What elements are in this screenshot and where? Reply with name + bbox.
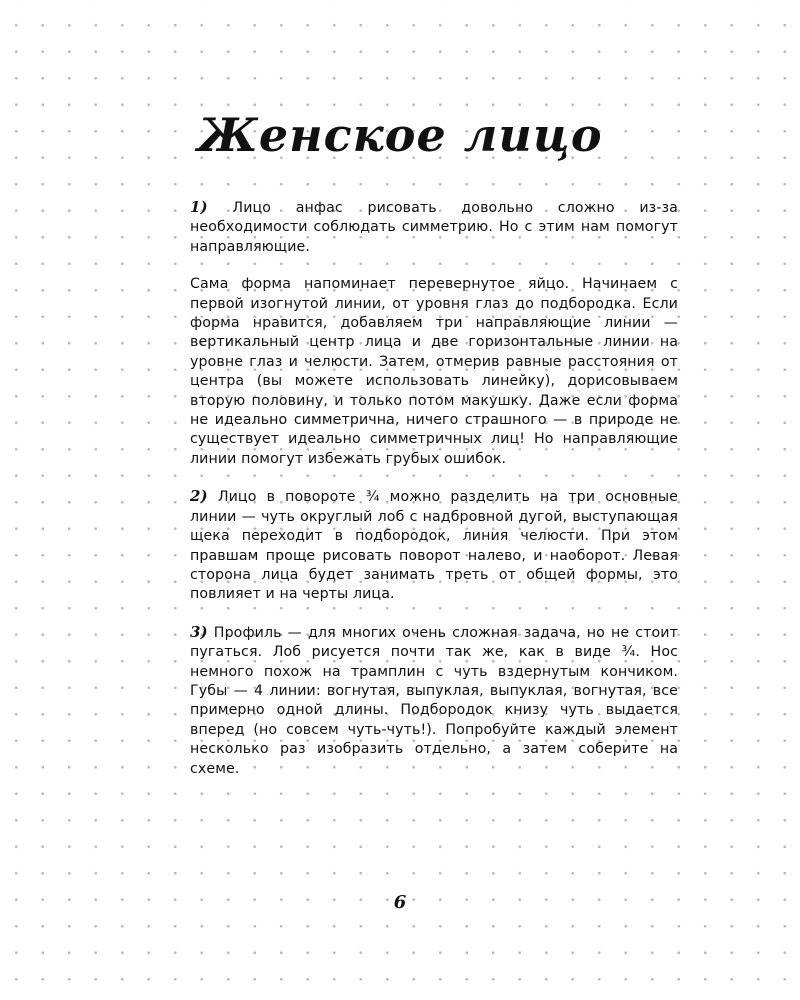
paragraph-text: Сама форма напоминает перевернутое яйцо. Начинаем с первой изогнутой линии, от уровня глаз до подбородка. Если форма нравится, добавляем три направляющие линии — вертикальный центр лица и две горизонтальные линии на уровне глаз и челюсти. Затем, отмерив равные расстояния от центра (вы можете использовать линейку), дорисовываем вторую половину, и только потом макушку. Даже если форма не идеально симметрична, ничего страшного — в природе не существует идеально симметричных лиц! Но направляющие линии помогут избежать грубых ошибок. (190, 276, 678, 467)
paragraph-number: 1) (190, 198, 208, 216)
paragraph-3 (190, 487, 678, 604)
paragraph-text: Лицо анфас рисовать довольно сложно из-за необходимости соблюдать симметрию. Но с этим нам помогут направляющие. (190, 200, 678, 255)
paragraph-4 (190, 623, 678, 779)
body-text (190, 198, 678, 797)
paragraph-text: Лицо в повороте ¾ можно разделить на три основные линии — чуть округлый лоб с надбровной дугой, выступающая щека переходит в подбородок, линия челюсти. При этом правшам проще рисовать поворот налево, и наоборот. Левая сторона лица будет занимать треть от общей формы, это повлияет и на черты лица. (190, 489, 678, 603)
page-number: 6 (393, 892, 407, 913)
paragraph-number: 2) (190, 487, 208, 506)
paragraph-1 (190, 198, 678, 257)
page-title: Женское лицо (197, 108, 603, 162)
paragraph-2 (190, 275, 678, 469)
paragraph-text: Профиль — для многих очень сложная задача, но не стоит пугаться. Лоб рисуется почти так же, как в виде ¾. Нос немного похож на трамплин с чуть вздернутым кончиком. Губы — 4 линии: вогнутая, выпуклая, выпуклая, вогнутая, все примерно одной длины. Подбородок книзу чуть выдается вперед (но совсем чуть-чуть!). Попробуйте каждый элемент несколько раз изобразить отдельно, а затем соберите на схеме. (190, 624, 678, 777)
paragraph-number: 3) (190, 622, 208, 641)
